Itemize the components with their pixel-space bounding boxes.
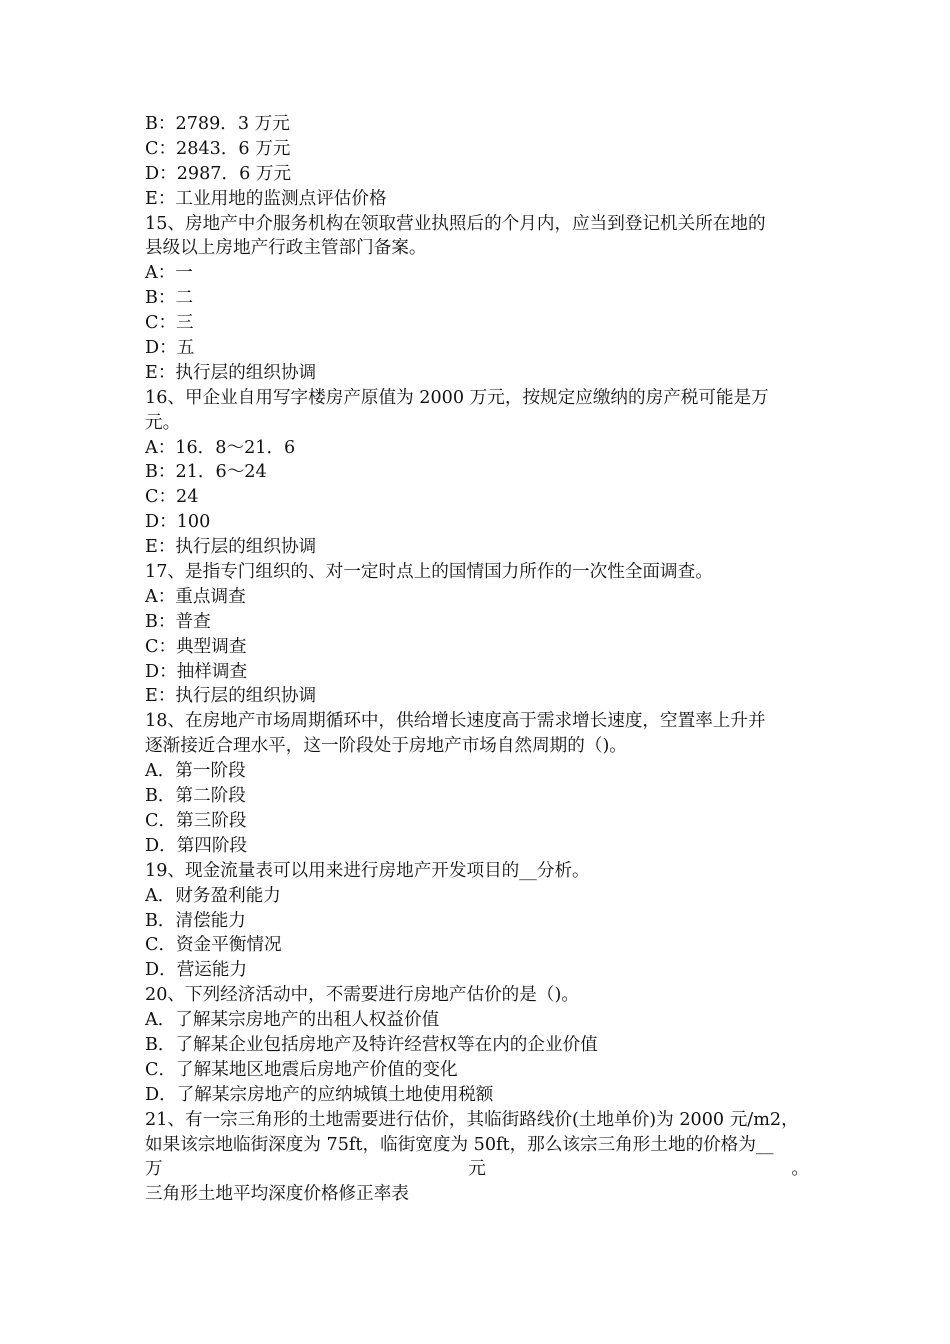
table-caption: 三角形土地平均深度价格修正率表 — [145, 1184, 409, 1205]
question-21-line-3 — [145, 1157, 809, 1182]
option-line: A：16．8～21．6 — [145, 437, 296, 458]
option-line: C：三 — [145, 313, 194, 334]
option-line: C．第三阶段 — [145, 810, 247, 831]
question-16-line-2: 元。 — [145, 412, 181, 433]
question-18-line-2: 逐渐接近合理水平，这一阶段处于房地产市场自然周期的（)。 — [145, 736, 627, 757]
option-line: A．第一阶段 — [145, 761, 246, 782]
option-line: D．第四阶段 — [145, 835, 248, 856]
option-line: B．了解某企业包括房地产及特许经营权等在内的企业价值 — [145, 1034, 598, 1055]
option-line: A．财务盈利能力 — [145, 885, 281, 906]
option-line: B：21．6～24 — [145, 462, 267, 483]
text-line: C：2843．6 万元 — [145, 138, 291, 159]
option-line: D．了解某宗房地产的应纳城镇土地使用税额 — [145, 1084, 494, 1105]
text-line: B：2789．3 万元 — [145, 114, 290, 134]
option-line: D：抽样调查 — [145, 661, 248, 682]
option-line: D：100 — [145, 512, 211, 533]
option-line: E：执行层的组织协调 — [145, 362, 317, 383]
question-21-line-1: 21、有一宗三角形的土地需要进行估价，其临街路线价(土地单价)为 2000 元/m2， — [145, 1109, 799, 1130]
option-line: E：执行层的组织协调 — [145, 686, 317, 707]
option-line: A：一 — [145, 263, 193, 284]
option-line: B：普查 — [145, 611, 211, 632]
option-line: B．第二阶段 — [145, 786, 246, 807]
question-19: 19、现金流量表可以用来进行房地产开发项目的__分析。 — [145, 860, 590, 881]
document-page — [145, 112, 809, 1207]
question-18-line-1: 18、在房地产市场周期循环中，供给增长速度高于需求增长速度，空置率上升并 — [145, 711, 766, 732]
spread-left-text: 万 — [145, 1159, 163, 1180]
question-21-line-2: 如果该宗地临街深度为 75ft，临街宽度为 50ft，那么该宗三角形土地的价格为__ — [145, 1134, 774, 1155]
option-line: C．资金平衡情况 — [145, 935, 282, 956]
text-line: E：工业用地的监测点评估价格 — [145, 188, 387, 209]
option-line: A：重点调查 — [145, 586, 246, 607]
option-line: D．营运能力 — [145, 960, 248, 981]
question-20: 20、下列经济活动中，不需要进行房地产估价的是（)。 — [145, 985, 579, 1006]
option-line: C．了解某地区地震后房地产价值的变化 — [145, 1059, 458, 1080]
option-line: B．清偿能力 — [145, 910, 246, 931]
option-line: A．了解某宗房地产的出租人权益价值 — [145, 1010, 440, 1031]
question-15-line-1: 15、房地产中介服务机构在领取营业执照后的个月内，应当到登记机关所在地的 — [145, 213, 766, 234]
option-line: D：五 — [145, 338, 195, 359]
option-line: E：执行层的组织协调 — [145, 537, 317, 558]
option-line: C：典型调查 — [145, 636, 247, 657]
question-15-line-2: 县级以上房地产行政主管部门备案。 — [145, 238, 427, 259]
question-17: 17、是指专门组织的、对一定时点上的国情国力所作的一次性全面调查。 — [145, 562, 713, 583]
spread-right-text: 。 — [791, 1159, 809, 1180]
question-16-line-1: 16、甲企业自用写字楼房产原值为 2000 万元，按规定应缴纳的房产税可能是万 — [145, 387, 769, 408]
option-line: B：二 — [145, 288, 194, 309]
text-line: D：2987．6 万元 — [145, 163, 292, 184]
spread-middle-text: 元 — [468, 1159, 486, 1180]
option-line: C：24 — [145, 487, 199, 508]
